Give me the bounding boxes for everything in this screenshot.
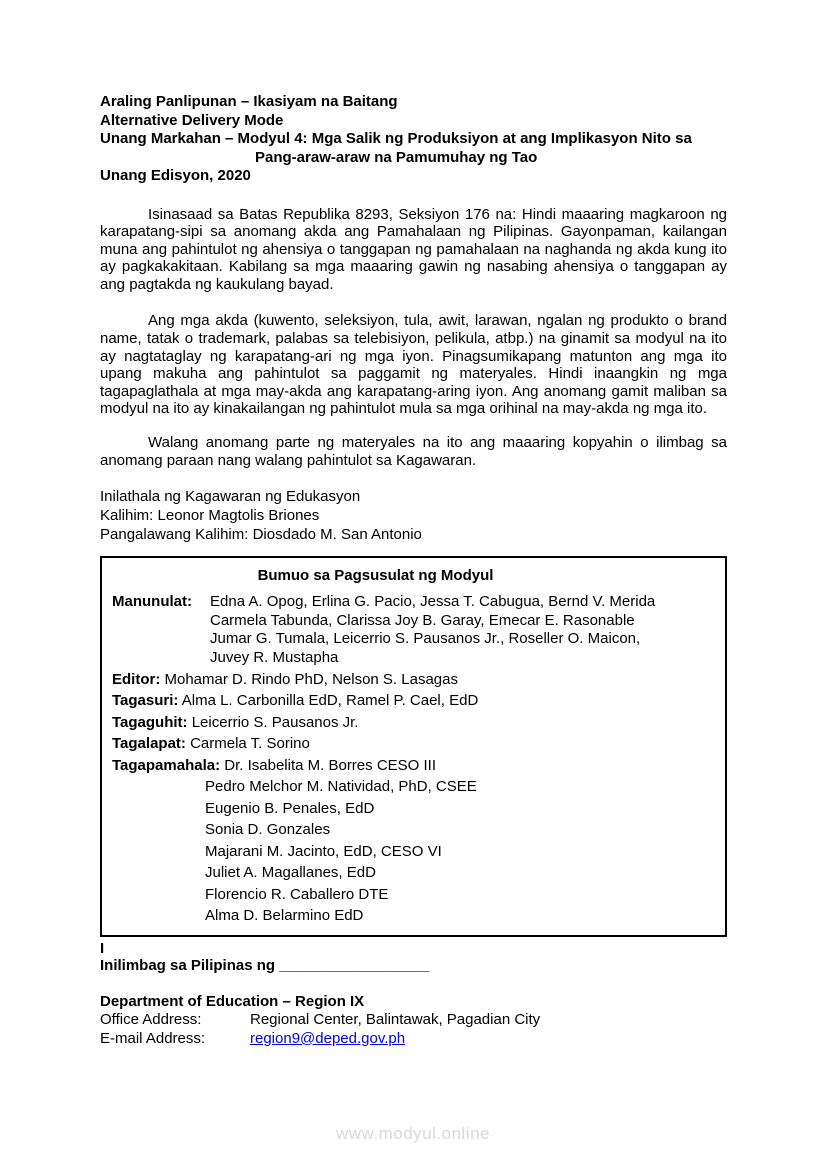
editor-value: Mohamar D. Rindo PhD, Nelson S. Lasagas [164, 670, 458, 688]
layout-artist-value: Carmela T. Sorino [190, 735, 310, 753]
publisher-contact-block [100, 992, 727, 1048]
printed-in-label: Inilimbag sa Pilipinas ng [100, 957, 276, 975]
header-block [100, 93, 727, 186]
module-title-line2: Pang-araw-araw na Pamumuhay ng Tao [255, 148, 538, 166]
writer-name-line: Edna A. Opog, Erlina G. Pacio, Jessa T. Cabugua, Bernd V. Merida [210, 593, 656, 611]
editor-label: Editor: [112, 670, 161, 688]
writer-name-line: Juvey R. Mustapha [210, 648, 339, 666]
management-name-line: Majarani M. Jacinto, EdD, CESO VI [205, 842, 442, 860]
writers-label: Manunulat: [112, 593, 192, 611]
credits-box [100, 556, 727, 937]
blank-underline: __________________ [279, 957, 430, 975]
office-address-label: Office Address: [100, 1011, 202, 1029]
edition-line: Unang Edisyon, 2020 [100, 167, 251, 184]
office-address-row [100, 1011, 727, 1030]
writers-names [210, 593, 655, 667]
secretary-line: Kalihim: Leonor Magtolis Briones [100, 507, 320, 525]
reviewer-row [112, 692, 715, 710]
management-row [112, 757, 715, 775]
reviewer-value: Alma L. Carbonilla EdD, Ramel P. Cael, EdD [181, 692, 479, 710]
editor-row [112, 671, 715, 689]
management-name-line: Pedro Melchor M. Natividad, PhD, CSEE [205, 778, 477, 796]
module-title-line: Unang Markahan – Modyul 4: Mga Salik ng Produksiyon at ang Implikasyon Nito sa [100, 130, 692, 147]
watermark: www.modyul.online [335, 1124, 490, 1143]
email-address-row [100, 1030, 727, 1049]
layout-artist-row [112, 735, 715, 753]
management-first-name: Dr. Isabelita M. Borres CESO III [224, 756, 436, 774]
illustrator-row [112, 714, 715, 732]
management-name-line: Eugenio B. Penales, EdD [205, 799, 375, 817]
undersecretary-line: Pangalawang Kalihim: Diosdado M. San Antonio [100, 526, 422, 544]
management-name-line: Alma D. Belarmino EdD [205, 907, 364, 925]
office-address-value: Regional Center, Balintawak, Pagadian City [250, 1011, 541, 1029]
writer-name-line: Carmela Tabunda, Clarissa Joy B. Garay, Emecar E. Rasonable [210, 611, 635, 629]
illustrator-label: Tagaguhit: [112, 713, 188, 731]
deped-region-heading: Department of Education – Region IX [100, 993, 365, 1011]
stray-character: I [100, 940, 105, 958]
printed-in-line [100, 957, 727, 975]
management-name-line: Juliet A. Magallanes, EdD [205, 864, 376, 882]
subject-line: Araling Panlipunan – Ikasiyam na Baitang [100, 93, 398, 110]
published-by-line: Inilathala ng Kagawaran ng Edukasyon [100, 488, 361, 506]
writer-name-line: Jumar G. Tumala, Leicerrio S. Pausanos Jr., Roseller O. Maicon, [210, 630, 641, 648]
writers-row [112, 593, 715, 667]
email-address-link[interactable]: region9@deped.gov.ph [250, 1029, 406, 1047]
credits-title: Bumuo sa Pagsusulat ng Modyul [257, 567, 494, 585]
reviewer-label: Tagasuri: [112, 692, 179, 710]
email-address-label: E-mail Address: [100, 1029, 206, 1047]
publisher-block [100, 487, 727, 544]
management-label: Tagapamahala: [112, 756, 221, 774]
management-name-line: Sonia D. Gonzales [205, 821, 331, 839]
layout-artist-label: Tagalapat: [112, 735, 186, 753]
copyright-paragraph: Isinasaad sa Batas Republika 8293, Seksiyon 176 na: Hindi maaaring magkaroon ng karapatang-sipi sa anomang akda ang Pamahalaan ng Pilipinas. Gayonpaman, kailangan muna ang pahintulot ng ahensiya o tanggapan ng pamahalaan na naghanda ng akda kung ito ay pagkakakitaan. Kabilang sa mga maaaring gawin ng nasabing ahensiya o tanggapan ay ang pagtakda ng kaukulang bayad. [100, 205, 727, 293]
copyright-paragraph: Walang anomang parte ng materyales na ito ang maaaring kopyahin o ilimbag sa anomang paraan nang walang pahintulot sa Kagawaran. [100, 434, 727, 469]
delivery-mode-line: Alternative Delivery Mode [100, 111, 284, 129]
page-content [100, 93, 727, 1048]
management-name-line: Florencio R. Caballero DTE [205, 885, 389, 903]
illustrator-value: Leicerrio S. Pausanos Jr. [191, 713, 359, 731]
copyright-paragraph: Ang mga akda (kuwento, seleksiyon, tula, awit, larawan, ngalan ng produkto o brand name, tatak o trademark, palabas sa telebisiyon, pelikula, atbp.) na ginamit sa modyul na ito ay nagtataglay ng karapatang-ari ng mga iyon. Pinagsumikapang matunton ang mga ito upang makuha ang pahintulot sa paggamit ng materyales. Hindi inaangkin ng mga tagapaglathala at mga may-akda ang karapatang-aring iyon. Ang anomang gamit maliban sa modyul na ito ay kinakailangan ng pahintulot mula sa mga orihinal na may-akda ng mga ito. [100, 312, 727, 418]
